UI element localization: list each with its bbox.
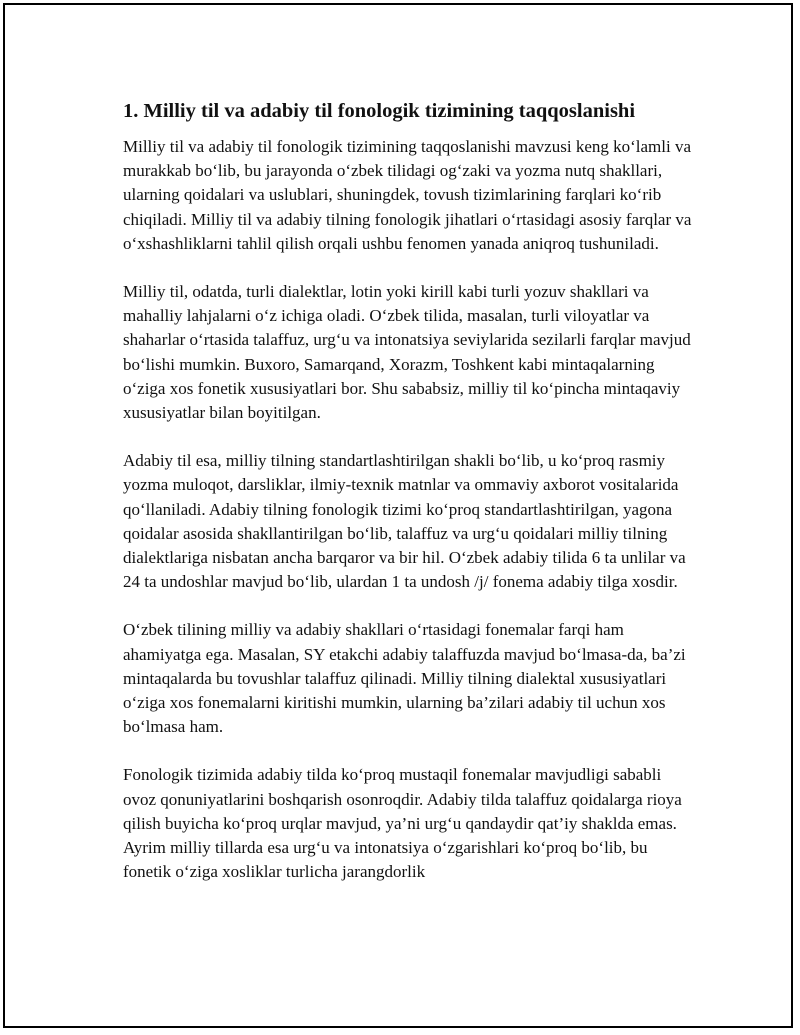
page-frame [3, 3, 793, 1028]
paragraph: Fonologik tizimida adabiy tilda ko‘proq mustaqil fonemalar mavjudligi sababli ovoz qonuniyatlarini boshqarish osonroqdir. Adabiy tilda talaffuz qoidalarga rioya qilish buyicha ko‘proq urqlar mavjud, ya’ni urg‘u qandaydir qat’iy shaklda emas. Ayrim milliy tillarda esa urg‘u va intonatsiya o‘zgarishlari ko‘proq bo‘lib, bu fonetik o‘ziga xosliklar turlicha jarangdorlik [123, 765, 682, 882]
document-body [123, 97, 693, 908]
paragraph: Milliy til, odatda, turli dialektlar, lotin yoki kirill kabi turli yozuv shakllari va mahalliy lahjalarni o‘z ichiga oladi. O‘zbek tilida, masalan, turli viloyatlar va shaharlar o‘rtasida talaffuz, urg‘u va intonatsiya seviylarida sezilarli farqlar mavjud bo‘lishi mumkin. Buxoro, Samarqand, Xorazm, Toshkent kabi mintaqalarning o‘ziga xos fonetik xususiyatlari bor. Shu sababsiz, milliy til ko‘pincha mintaqaviy xususiyatlar bilan boyitilgan. [123, 282, 691, 423]
section-heading: 1. Milliy til va adabiy til fonologik tizimining taqqoslanishi [123, 100, 636, 122]
paragraph: O‘zbek tilining milliy va adabiy shakllari o‘rtasidagi fonemalar farqi ham ahamiyatga ega. Masalan, SY etakchi adabiy talaffuzda mavjud bo‘lmasa-da, ba’zi mintaqalarda bu tovushlar talaffuz qilinadi. Milliy tilning dialektal xususiyatlari o‘ziga xos fonemalarni kiritishi mumkin, ularning ba’zilari adabiy til uchun xos bo‘lmasa ham. [123, 620, 686, 737]
paragraph: Adabiy til esa, milliy tilning standartlashtirilgan shakli bo‘lib, u ko‘proq rasmiy yozma muloqot, darsliklar, ilmiy-texnik matnlar va ommaviy axborot vositalarida qo‘llaniladi. Adabiy tilning fonologik tizimi ko‘proq standartlashtirilgan, yagona qoidalar asosida shakllantirilgan bo‘lib, talaffuz va urg‘u qoidalari milliy tilning dialektlariga nisbatan ancha barqaror va bir hil. O‘zbek adabiy tilida 6 ta unlilar va 24 ta undoshlar mavjud bo‘lib, ulardan 1 ta undosh /j/ fonema adabiy tilga xosdir. [123, 451, 686, 592]
paragraph: Milliy til va adabiy til fonologik tizimining taqqoslanishi mavzusi keng ko‘lamli va murakkab bo‘lib, bu jarayonda o‘zbek tilidagi og‘zaki va yozma nutq shakllari, ularning qoidalari va uslublari, shuningdek, tovush tizimlarining farqlari ko‘rib chiqiladi. Milliy til va adabiy tilning fonologik jihatlari o‘rtasidagi asosiy farqlar va o‘xshashliklarni tahlil qilish orqali ushbu fenomen yanada aniqroq tushuniladi. [123, 137, 692, 253]
